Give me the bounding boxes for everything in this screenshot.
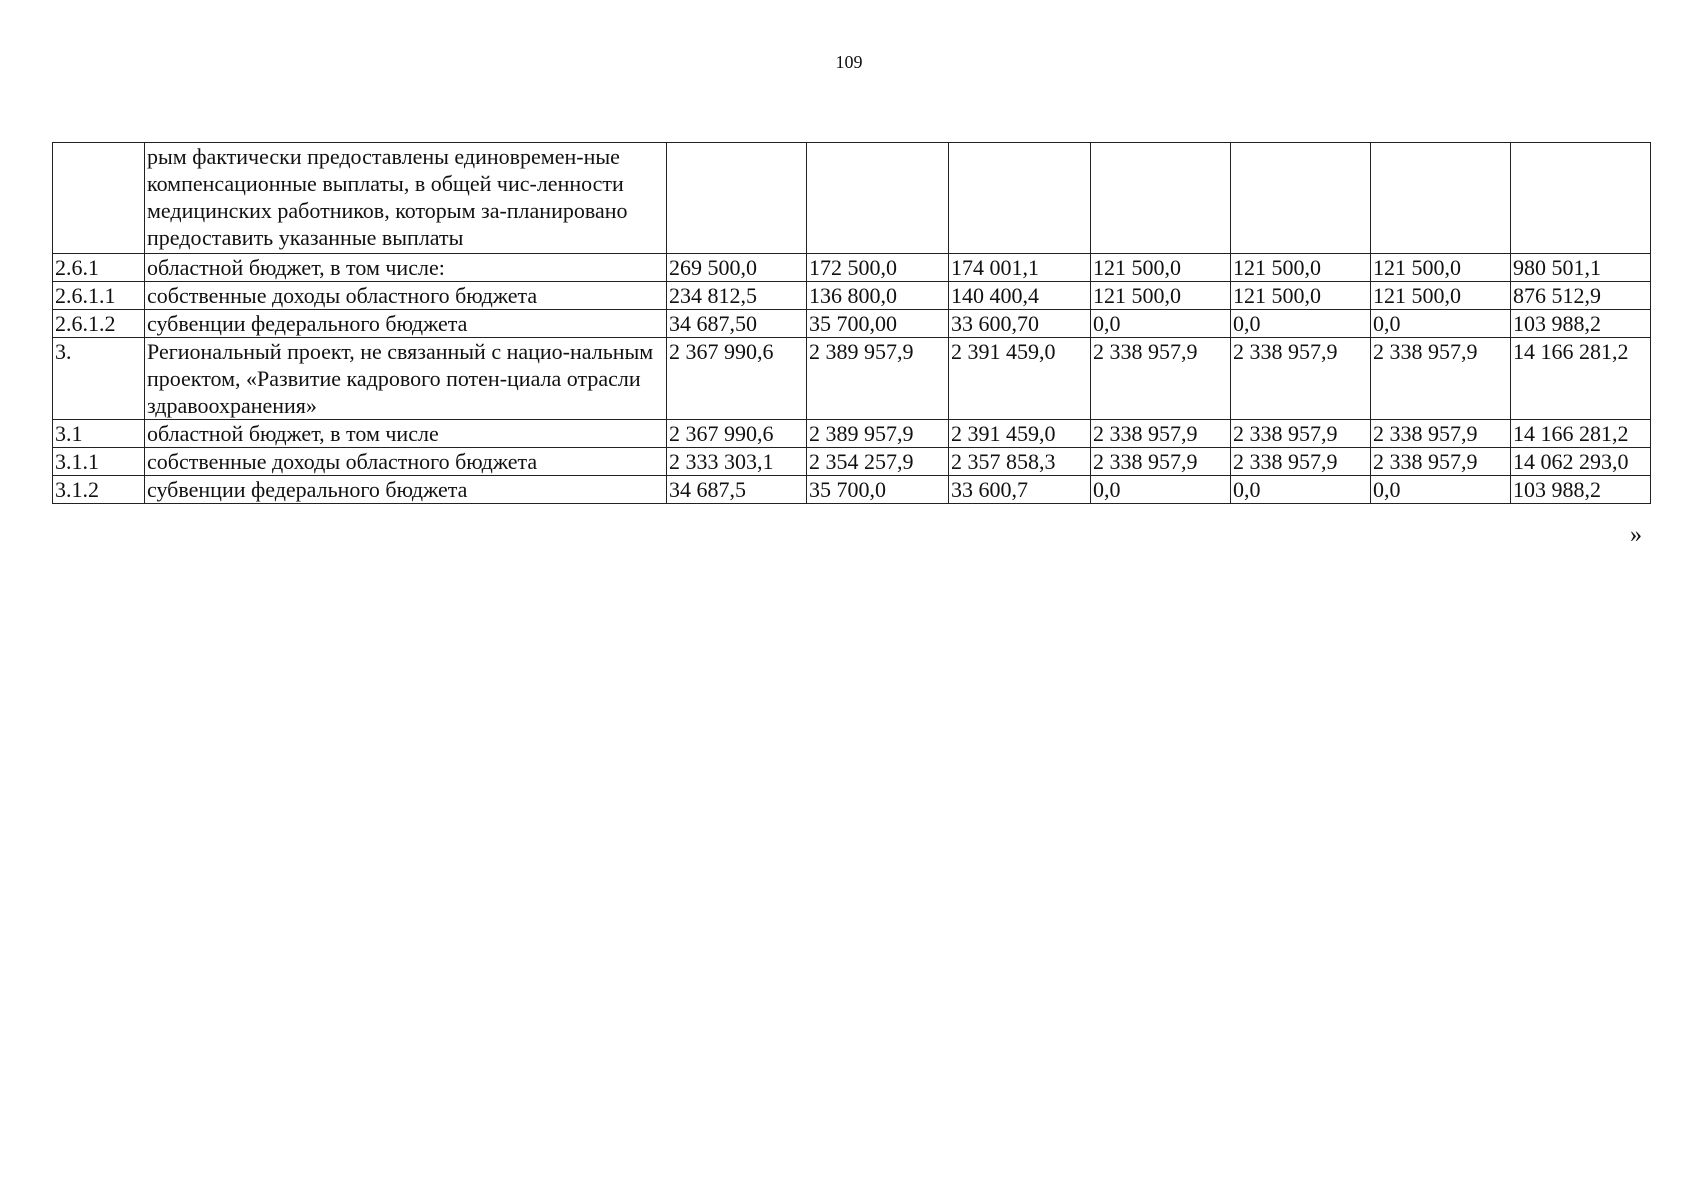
value-cell: 2 338 957,9 xyxy=(1231,420,1371,448)
row-number: 2.6.1 xyxy=(53,254,145,282)
row-number xyxy=(53,143,145,254)
value-cell: 2 338 957,9 xyxy=(1371,448,1511,476)
total-cell: 980 501,1 xyxy=(1511,254,1651,282)
total-cell xyxy=(1511,143,1651,254)
closing-quote-mark: » xyxy=(1630,522,1642,548)
value-cell: 121 500,0 xyxy=(1371,254,1511,282)
value-cell: 2 389 957,9 xyxy=(807,420,949,448)
value-cell: 0,0 xyxy=(1371,476,1511,504)
value-cell: 140 400,4 xyxy=(949,282,1091,310)
value-cell: 174 001,1 xyxy=(949,254,1091,282)
row-description: собственные доходы областного бюджета xyxy=(145,282,667,310)
value-cell: 121 500,0 xyxy=(1231,254,1371,282)
value-cell: 121 500,0 xyxy=(1371,282,1511,310)
table-row xyxy=(53,310,1651,338)
value-cell: 33 600,7 xyxy=(949,476,1091,504)
row-number: 2.6.1.2 xyxy=(53,310,145,338)
value-cell: 121 500,0 xyxy=(1091,254,1231,282)
total-cell: 14 166 281,2 xyxy=(1511,338,1651,420)
total-cell: 14 062 293,0 xyxy=(1511,448,1651,476)
value-cell: 34 687,50 xyxy=(667,310,807,338)
value-cell: 136 800,0 xyxy=(807,282,949,310)
value-cell: 0,0 xyxy=(1231,310,1371,338)
value-cell xyxy=(807,143,949,254)
value-cell: 0,0 xyxy=(1091,310,1231,338)
row-number: 3.1 xyxy=(53,420,145,448)
value-cell: 2 367 990,6 xyxy=(667,338,807,420)
value-cell xyxy=(667,143,807,254)
value-cell: 2 333 303,1 xyxy=(667,448,807,476)
value-cell: 2 338 957,9 xyxy=(1091,338,1231,420)
value-cell xyxy=(1371,143,1511,254)
value-cell xyxy=(1231,143,1371,254)
value-cell: 269 500,0 xyxy=(667,254,807,282)
value-cell: 33 600,70 xyxy=(949,310,1091,338)
value-cell: 2 338 957,9 xyxy=(1371,420,1511,448)
value-cell: 34 687,5 xyxy=(667,476,807,504)
table-row xyxy=(53,254,1651,282)
table-row xyxy=(53,143,1651,254)
row-description: Региональный проект, не связанный с нацио-нальным проектом, «Развитие кадрового потен-циала отрасли здравоохранения» xyxy=(145,338,667,420)
value-cell: 2 338 957,9 xyxy=(1371,338,1511,420)
value-cell: 2 338 957,9 xyxy=(1091,420,1231,448)
value-cell: 2 391 459,0 xyxy=(949,338,1091,420)
value-cell: 35 700,00 xyxy=(807,310,949,338)
value-cell: 2 367 990,6 xyxy=(667,420,807,448)
row-number: 3. xyxy=(53,338,145,420)
total-cell: 103 988,2 xyxy=(1511,476,1651,504)
total-cell: 876 512,9 xyxy=(1511,282,1651,310)
value-cell: 35 700,0 xyxy=(807,476,949,504)
table-row xyxy=(53,448,1651,476)
budget-table xyxy=(52,142,1651,504)
value-cell: 121 500,0 xyxy=(1231,282,1371,310)
total-cell: 103 988,2 xyxy=(1511,310,1651,338)
value-cell: 121 500,0 xyxy=(1091,282,1231,310)
value-cell: 2 338 957,9 xyxy=(1091,448,1231,476)
row-description: субвенции федерального бюджета xyxy=(145,310,667,338)
row-number: 2.6.1.1 xyxy=(53,282,145,310)
table-row xyxy=(53,476,1651,504)
value-cell: 2 391 459,0 xyxy=(949,420,1091,448)
value-cell xyxy=(1091,143,1231,254)
value-cell: 2 389 957,9 xyxy=(807,338,949,420)
value-cell: 2 354 257,9 xyxy=(807,448,949,476)
value-cell: 2 357 858,3 xyxy=(949,448,1091,476)
value-cell: 234 812,5 xyxy=(667,282,807,310)
value-cell xyxy=(949,143,1091,254)
table-row xyxy=(53,420,1651,448)
value-cell: 2 338 957,9 xyxy=(1231,338,1371,420)
row-number: 3.1.1 xyxy=(53,448,145,476)
row-description: рым фактически предоставлены единовремен-ные компенсационные выплаты, в общей чис-ленности медицинских работников, которым за-планировано предоставить указанные выплаты xyxy=(145,143,667,254)
page-number: 109 xyxy=(835,52,863,72)
total-cell: 14 166 281,2 xyxy=(1511,420,1651,448)
value-cell: 2 338 957,9 xyxy=(1231,448,1371,476)
table-row xyxy=(53,282,1651,310)
table-row xyxy=(53,338,1651,420)
row-description: субвенции федерального бюджета xyxy=(145,476,667,504)
row-description: собственные доходы областного бюджета xyxy=(145,448,667,476)
value-cell: 0,0 xyxy=(1371,310,1511,338)
row-number: 3.1.2 xyxy=(53,476,145,504)
row-description: областной бюджет, в том числе: xyxy=(145,254,667,282)
value-cell: 172 500,0 xyxy=(807,254,949,282)
value-cell: 0,0 xyxy=(1091,476,1231,504)
value-cell: 0,0 xyxy=(1231,476,1371,504)
row-description: областной бюджет, в том числе xyxy=(145,420,667,448)
